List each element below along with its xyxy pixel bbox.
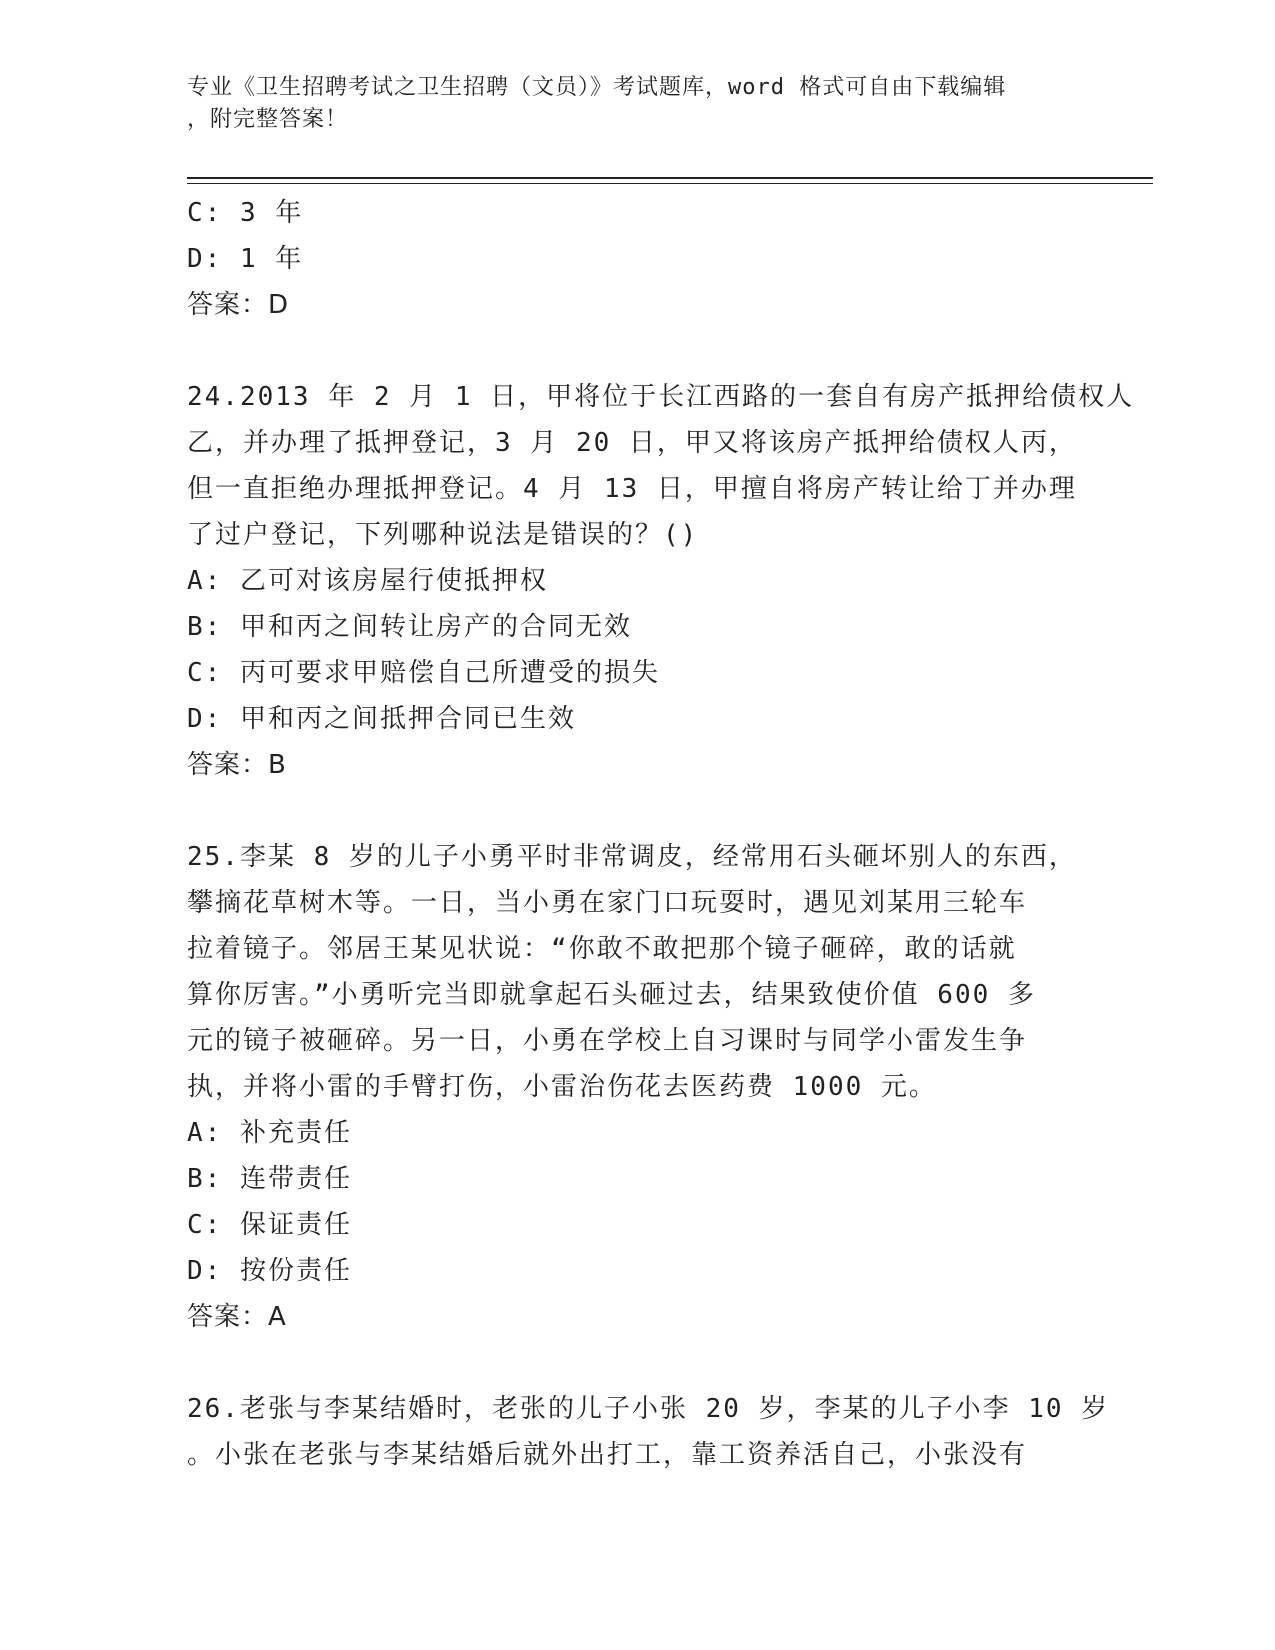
answer-line: 答案：A [187,1302,287,1332]
answer-line: 答案：D [187,290,290,320]
question-text-line: 元的镜子被砸碎。另一日，小勇在学校上自习课时与同学小雷发生争 [187,1026,1028,1056]
option-d: D: 甲和丙之间抵押合同已生效 [187,704,576,734]
answer-line: 答案：B [187,750,287,780]
option-a: A: 乙可对该房屋行使抵押权 [187,566,548,596]
header-line-2: ，附完整答案！ [187,107,349,132]
option-b: B: 连带责任 [187,1164,352,1194]
option-d: D: 1 年 [187,244,304,274]
question-text-line: 攀摘花草树木等。一日，当小勇在家门口玩耍时，遇见刘某用三轮车 [187,888,1028,918]
option-d: D: 按份责任 [187,1256,352,1286]
question-26 [187,1386,1110,1478]
question-25 [187,834,1087,1340]
document-header [187,72,1087,136]
option-b: B: 甲和丙之间转让房产的合同无效 [187,612,632,642]
question-text-line: 了过户登记，下列哪种说法是错误的？() [187,520,699,550]
question-text-line: 执，并将小雷的手臂打伤，小雷治伤花去医药费 1000 元。 [187,1072,937,1102]
option-c: C: 保证责任 [187,1210,352,1240]
header-rule-thin [187,183,1153,184]
question-24 [187,374,1135,788]
question-text-line: 。小张在老张与李某结婚后就外出打工，靠工资养活自己，小张没有 [187,1440,1028,1470]
prev-question [187,190,1087,328]
question-text-line: 乙，并办理了抵押登记，3 月 20 日，甲又将该房产抵押给债权人丙， [187,428,1077,458]
question-text-line: 拉着镜子。邻居王某见状说：“你敢不敢把那个镜子砸碎，敢的话就 [187,934,1017,964]
question-text-line: 25.李某 8 岁的儿子小勇平时非常调皮，经常用石头砸坏别人的东西， [187,842,1077,872]
header-rule-thick [187,177,1153,179]
question-text-line: 算你厉害。”小勇听完当即就拿起石头砸过去，结果致使价值 600 多 [187,980,1036,1010]
option-c: C: 丙可要求甲赔偿自己所遭受的损失 [187,658,660,688]
option-c: C: 3 年 [187,198,304,228]
header-line-1: 专业《卫生招聘考试之卫生招聘（文员）》考试题库，word 格式可自由下载编辑 [187,75,1007,100]
question-text-line: 但一直拒绝办理抵押登记。4 月 13 日，甲擅自将房产转让给丁并办理 [187,474,1077,504]
option-a: A: 补充责任 [187,1118,352,1148]
question-text-line: 24.2013 年 2 月 1 日，甲将位于长江西路的一套自有房产抵押给债权人 [187,382,1135,412]
document-body [187,190,1135,1478]
question-text-line: 26.老张与李某结婚时，老张的儿子小张 20 岁，李某的儿子小李 10 岁 [187,1394,1110,1424]
